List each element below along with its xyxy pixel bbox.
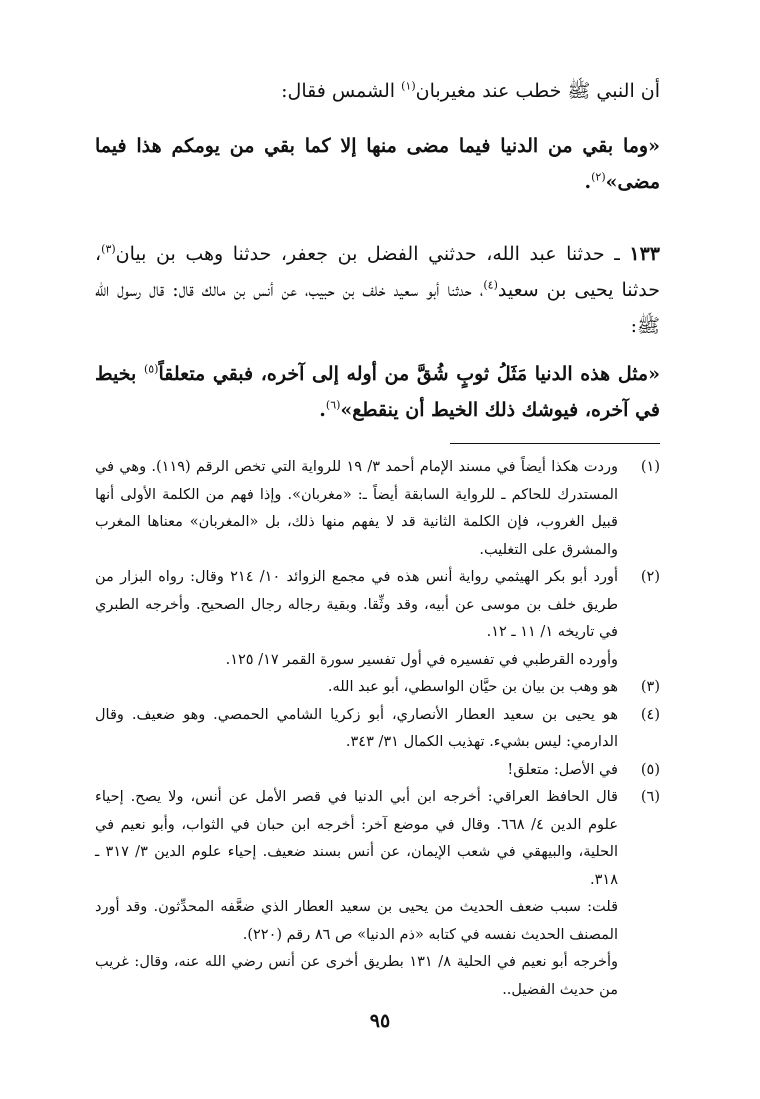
footnote-number: (٢) (640, 569, 660, 585)
quote-2-text-b: بخيط في آخره، فيوشك ذلك الخيط أن ينقطع» (95, 363, 660, 421)
hadith-chain (95, 236, 660, 344)
footnote-continuation: قلت: سبب ضعف الحديث من يحيى بن سعيد العطار الذي ضعَّفه المحدِّثون. وقد أورد المصنف الحديث نفسه في كتابه «ذم الدنيا» ص ٨٦ رقم (٢٢٠). (95, 899, 619, 943)
footnote-number: (١) (640, 459, 660, 475)
quote-1-text: «وما بقي من الدنيا فيما مضى منها إلا كما بقي من يومكم هذا فيما مضى» (95, 135, 660, 193)
quote-2-end: . (319, 399, 326, 421)
chain-text-c: ، حدثنا أبو سعيد خلف بن حبيب، عن أنس بن مالك قال: قال رسول الله ﷺ: (95, 279, 660, 337)
hadith-number: ١٣٣ (629, 243, 660, 265)
footnote-number: (٦) (640, 789, 660, 805)
footnote-3 (95, 674, 660, 702)
chain-text-a: ـ حدثنا عبد الله، حدثني الفضل بن جعفر، حدثنا وهب بن بيان (115, 243, 630, 265)
footnote-continuation: وأخرجه أبو نعيم في الحلية ٨/ ١٣١ بطريق أخرى عن أنس رضي الله عنه، وقال: غريب من حديث الفضيل.. (95, 954, 618, 998)
footnote-number: (٥) (640, 761, 660, 778)
hadith-quote-2 (95, 356, 660, 428)
footnote-text: هو وهب بن بيان بن حيَّان الواسطي، أبو عبد الله. (327, 679, 618, 695)
footnote-separator (450, 443, 660, 444)
footnotes (95, 454, 660, 1004)
chain-text-b: ، حدثنا يحيى بن سعيد (95, 243, 660, 301)
quote-2-text-a: «مثل هذه الدنيا مَثَلُ ثوبٍ شُقَّ من أوله إلى آخره، فبقي متعلقاً (158, 363, 660, 385)
footnote-ref-1: (١) (401, 79, 416, 93)
footnote-text: وردت هكذا أيضاً في مسند الإمام أحمد ٣/ ١٩ للرواية التي تخص الرقم (١١٩). وهي في المستدرك للحاكم ـ للرواية السابقة أيضاً ـ: «مغربان». وإذا فهم من الكلمة الأولى أنها قبيل الغروب، فإن الكلمة الثانية قد لا يفهم منها ذلك، بل «المغربان» معناها المغرب والمشرق على التغليب. (95, 459, 618, 558)
footnote-text: هو يحيى بن سعيد العطار الأنصاري، أبو زكريا الشامي الحمصي. وهو ضعيف. وقال الدارمي: ليس بشيء. تهذيب الكمال ٣١/ ٣٤٣. (95, 706, 618, 750)
footnote-1 (95, 454, 660, 564)
footnote-ref-5: (٥) (143, 362, 159, 376)
footnote-ref-6: (٦) (325, 398, 341, 412)
footnote-text: أورد أبو بكر الهيثمي رواية أنس هذه في مجمع الزوائد ١٠/ ٢١٤ وقال: رواه البزار من طريق خلف بن موسى عن أبيه، وقد وثِّقا. وبقية رجاله رجال الصحيح. وأخرجه الطبري في تاريخه ١/ ١١ ـ ١٢. (95, 569, 618, 640)
intro-text: أن النبي ﷺ خطب عند مغيربان (415, 80, 660, 102)
footnote-number: (٣) (640, 679, 660, 695)
hadith-quote-1 (95, 128, 660, 200)
quote-1-end: . (584, 171, 592, 193)
footnote-number: (٤) (640, 706, 660, 723)
intro-line (95, 76, 660, 107)
footnote-2 (95, 564, 660, 647)
footnote-6 (95, 784, 660, 894)
footnote-continuation: وأورده القرطبي في تفسيره في أول تفسير سورة القمر ١٧/ ١٢٥. (225, 651, 618, 668)
footnote-text: في الأصل: متعلق! (507, 761, 618, 778)
footnote-ref-2: (٢) (591, 170, 606, 184)
page-number: ٩٥ (369, 1010, 391, 1032)
footnote-5 (95, 757, 660, 785)
intro-text-end: الشمس فقال: (281, 80, 402, 102)
footnote-4 (95, 702, 660, 757)
footnote-text: قال الحافظ العراقي: أخرجه ابن أبي الدنيا في قصر الأمل عن أنس، ولا يصح. إحياء علوم الدين ٤/ ٦٦٨. وقال في موضع آخر: أخرجه ابن حبان في الثواب، وأبو نعيم في الحلية، والبيهقي في شعب الإيمان، عن أنس بسند ضعيف. إحياء علوم الدين ٣/ ٣١٧ ـ ٣١٨. (95, 789, 618, 888)
footnote-ref-4: (٤) (483, 278, 498, 292)
footnote-ref-3: (٣) (101, 242, 116, 256)
